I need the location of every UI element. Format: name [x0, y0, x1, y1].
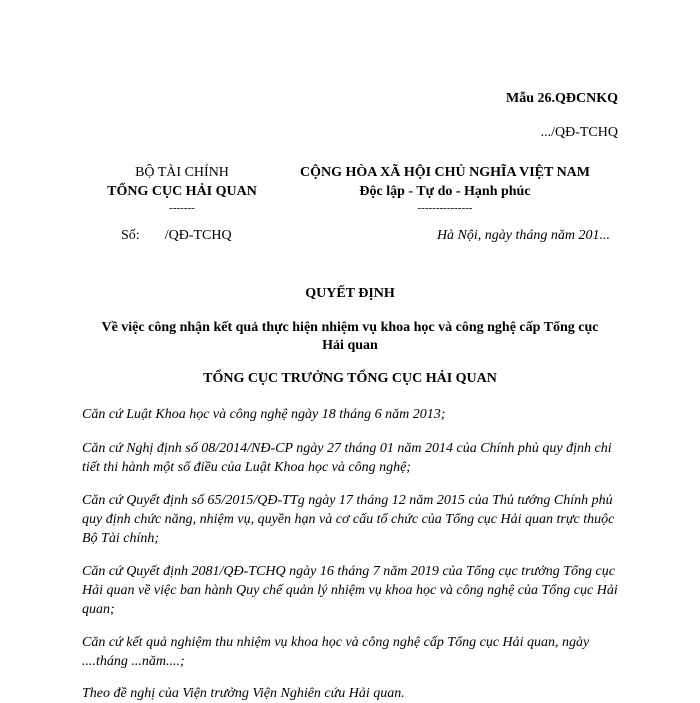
decision-subject-line-2: Hải quan — [322, 338, 378, 353]
form-code: Mẫu 26.QĐCNKQ — [506, 91, 618, 106]
document-number — [121, 228, 232, 244]
legal-basis-2: Căn cứ Nghị định số 08/2014/NĐ-CP ngày 27 tháng 01 năm 2014 của Chính phủ quy định chi tiết thi hành một số điều của Luật Khoa học và công nghệ; — [82, 441, 612, 475]
decision-title: QUYẾT ĐỊNH — [305, 286, 395, 301]
number-value: /QĐ-TCHQ — [164, 228, 232, 243]
right-divider: --------------- — [417, 202, 473, 214]
decision-subject-line-1: Về việc công nhận kết quả thực hiện nhiệm vụ khoa học và công nghệ cấp Tổng cục — [101, 320, 599, 335]
legal-basis-4: Căn cứ Quyết định 2081/QĐ-TCHQ ngày 16 tháng 7 năm 2019 của Tổng cục trưởng Tổng cục Hải quan về việc ban hành Quy chế quản lý nhiệm vụ khoa học và công nghệ của Tổng cục Hải quan; — [82, 564, 618, 617]
place-date: Hà Nội, ngày tháng năm 201... — [436, 228, 610, 243]
national-motto: Độc lập - Tự do - Hạnh phúc — [359, 184, 531, 199]
legal-basis-1: Căn cứ Luật Khoa học và công nghệ ngày 18 tháng 6 năm 2013; — [82, 407, 446, 422]
ministry-name: BỘ TÀI CHÍNH — [135, 165, 229, 180]
number-label: Số: — [121, 228, 140, 243]
department-name: TỔNG CỤC HẢI QUAN — [107, 184, 257, 199]
left-divider: ------- — [169, 202, 195, 214]
legal-basis-5: Căn cứ kết quả nghiệm thu nhiệm vụ khoa học và công nghệ cấp Tổng cục Hải quan, ngày ....tháng ...năm....; — [82, 635, 590, 669]
reference-code: .../QĐ-TCHQ — [540, 125, 618, 140]
issuing-authority: TỔNG CỤC TRƯỞNG TỔNG CỤC HẢI QUAN — [203, 371, 497, 386]
republic-name: CỘNG HÒA XÃ HỘI CHỦ NGHĨA VIỆT NAM — [299, 165, 590, 180]
legal-basis-6: Theo đề nghị của Viện trưởng Viện Nghiên cứu Hải quan. — [82, 686, 405, 701]
legal-basis-3: Căn cứ Quyết định số 65/2015/QĐ-TTg ngày 17 tháng 12 năm 2015 của Thủ tướng Chính phủ quy định chức năng, nhiệm vụ, quyền hạn và cơ cấu tổ chức của Tổng cục Hải quan trực thuộc Bộ Tài chính; — [82, 493, 615, 546]
